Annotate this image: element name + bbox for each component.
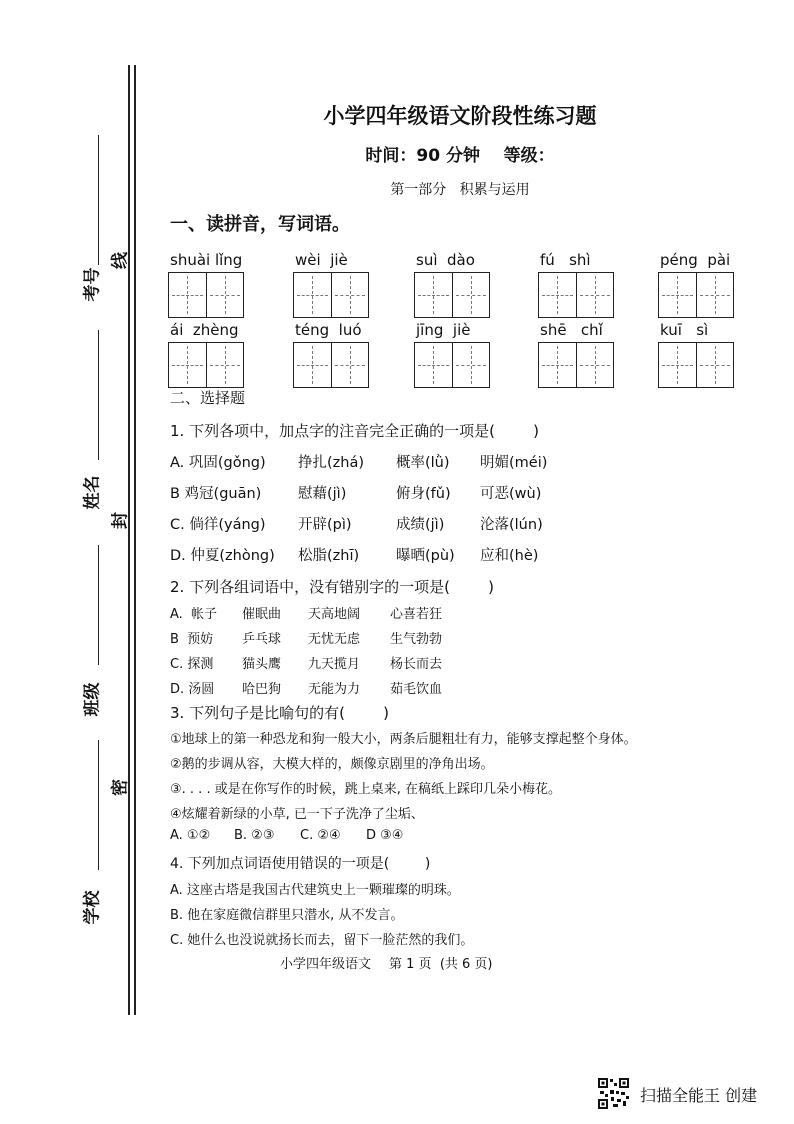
- q3-sentence-4: ④炫耀着新绿的小草, 已一下子洗净了尘垢、: [170, 807, 424, 822]
- question-4: 4. 下列加点词语使用错误的一项是( ): [170, 856, 431, 872]
- pinyin-text: shē chǐ: [540, 321, 603, 339]
- part-heading: 第一部分 积累与运用: [390, 182, 530, 198]
- q1-option-d[interactable]: D. 仲夏(zhòng) 松脂(zhī) 曝晒(pù) 应和(hè): [170, 548, 539, 564]
- q2-option-b[interactable]: B 预妨 乒乓球 无忧无虑 生气勃勃: [170, 632, 443, 647]
- pinyin-text: fú shì: [540, 251, 591, 269]
- writing-boxes[interactable]: [538, 272, 614, 318]
- pinyin-item: [658, 250, 768, 318]
- pinyin-item: [168, 320, 278, 388]
- writing-boxes[interactable]: [658, 342, 734, 388]
- q4-option-a[interactable]: A. 这座古塔是我国古代建筑史上一颗璀璨的明珠。: [170, 883, 460, 898]
- exam-number-blank[interactable]: [98, 135, 99, 265]
- q4-option-b[interactable]: B. 他在家庭微信群里只潜水, 从不发言。: [170, 908, 404, 923]
- pinyin-text: ái zhèng: [170, 321, 239, 339]
- pinyin-text: téng luó: [295, 321, 362, 339]
- question-1: 1. 下列各项中，加点字的注音完全正确的一项是( ): [170, 422, 539, 440]
- q1-option-c[interactable]: C. 倘徉(yáng) 开辟(pì) 成绩(jì) 沦落(lún): [170, 517, 543, 533]
- binding-line-outer: [128, 65, 130, 1015]
- question-3: 3. 下列句子是比喻句的有( ): [170, 704, 389, 722]
- pinyin-text: kuī sì: [660, 321, 709, 339]
- name-label: 姓名: [82, 475, 103, 510]
- school-label: 学校: [82, 890, 103, 925]
- q3-sentence-3: ③. . . . 或是在你写作的时候，跳上桌来, 在稿纸上踩印几朵小梅花。: [170, 782, 561, 797]
- footer-subject: 小学四年级语文: [280, 957, 372, 972]
- name-blank[interactable]: [98, 330, 99, 460]
- q2-option-d[interactable]: D. 汤圆 哈巴狗 无能为力 茹毛饮血: [170, 682, 443, 697]
- q3-sentence-2: ②鹅的步调从容，大模大样的，颇像京剧里的净角出场。: [170, 757, 494, 772]
- pinyin-text: péng pài: [660, 251, 731, 269]
- section1-heading: 一、读拼音，写词语。: [170, 214, 350, 235]
- q3-sentence-1: ①地球上的第一种恐龙和狗一般大小，两条后腿粗壮有力，能够支撑起整个身体。: [170, 732, 637, 747]
- q3-options[interactable]: A. ①② B. ②③ C. ②④ D ③④: [170, 828, 404, 843]
- q1-option-a[interactable]: A. 巩固(gǒng) 挣扎(zhá) 概率(lǜ) 明媚(méi): [170, 455, 548, 471]
- pinyin-item: [538, 250, 648, 318]
- pinyin-item: [658, 320, 768, 388]
- writing-boxes[interactable]: [538, 342, 614, 388]
- class-label: 班级: [82, 682, 103, 717]
- writing-boxes[interactable]: [414, 272, 490, 318]
- exam-number-label: 考号: [82, 267, 103, 302]
- pinyin-item: [293, 320, 403, 388]
- q2-option-c[interactable]: C. 探测 猫头鹰 九天揽月 杨长而去: [170, 657, 443, 672]
- q2-option-a[interactable]: A. 帐子 催眠曲 天高地阔 心喜若狂: [170, 607, 443, 622]
- class-blank[interactable]: [98, 545, 99, 665]
- scanner-watermark: 扫描全能王 创建: [640, 1086, 758, 1105]
- writing-boxes[interactable]: [168, 272, 244, 318]
- question-2: 2. 下列各组词语中，没有错别字的一项是( ): [170, 578, 494, 596]
- seal-char-mi: 密: [110, 779, 131, 796]
- seal-char-feng: 封: [110, 512, 131, 529]
- writing-boxes[interactable]: [414, 342, 490, 388]
- writing-boxes[interactable]: [293, 272, 369, 318]
- pinyin-text: suì dào: [416, 251, 475, 269]
- writing-boxes[interactable]: [658, 272, 734, 318]
- pinyin-text: shuài lǐng: [170, 251, 243, 269]
- section2-heading: 二、选择题: [170, 389, 246, 407]
- q4-option-c[interactable]: C. 她什么也没说就扬长而去，留下一脸茫然的我们。: [170, 933, 474, 948]
- pinyin-text: jīng jiè: [416, 321, 471, 339]
- pinyin-item: [414, 250, 524, 318]
- pinyin-text: wèi jiè: [295, 251, 348, 269]
- exam-time-grade: 时间：90 分钟 等级：: [365, 146, 555, 166]
- pinyin-item: [293, 250, 403, 318]
- page-footer: [280, 953, 511, 972]
- footer-page-number: 第 1 页 (共 6 页): [389, 957, 493, 972]
- q1-option-b[interactable]: B 鸡冠(guān) 慰藉(jì) 俯身(fǔ) 可恶(wù): [170, 486, 542, 502]
- pinyin-item: [538, 320, 648, 388]
- exam-title: 小学四年级语文阶段性练习题: [323, 104, 597, 128]
- qr-code-icon: [597, 1077, 630, 1110]
- binding-line-inner: [134, 65, 136, 1015]
- pinyin-item: [168, 250, 278, 318]
- school-blank[interactable]: [98, 740, 99, 870]
- writing-boxes[interactable]: [293, 342, 369, 388]
- pinyin-item: [414, 320, 524, 388]
- seal-char-xian: 线: [110, 252, 131, 269]
- writing-boxes[interactable]: [168, 342, 244, 388]
